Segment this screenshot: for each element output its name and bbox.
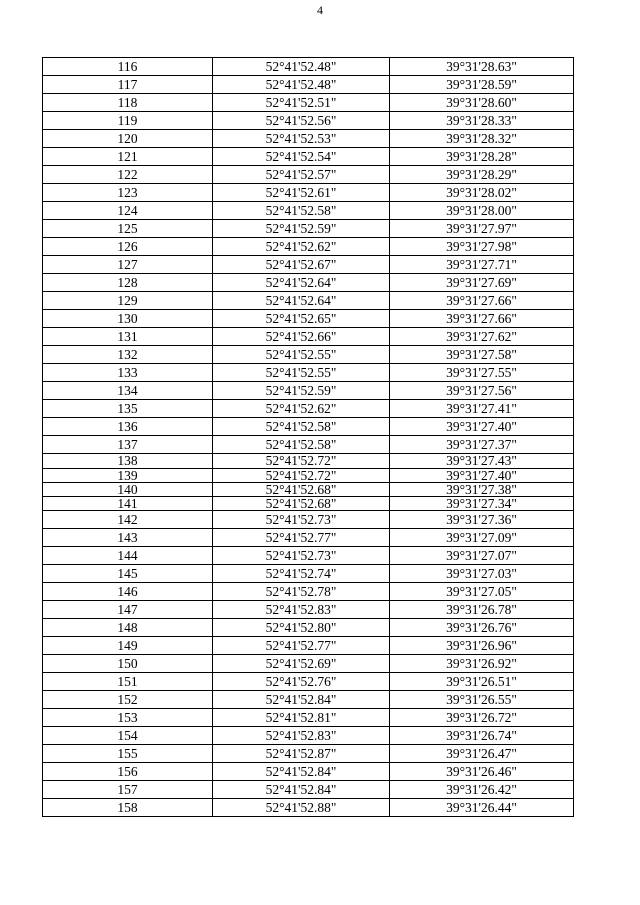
table-row	[43, 130, 574, 148]
point-number-cell: 146	[43, 583, 213, 601]
longitude-cell: 39°31'27.05"	[390, 583, 574, 601]
latitude-cell: 52°41'52.64"	[213, 292, 390, 310]
table-row	[43, 547, 574, 565]
latitude-cell: 52°41'52.56"	[213, 112, 390, 130]
table-row	[43, 691, 574, 709]
point-number-cell: 125	[43, 220, 213, 238]
table-row	[43, 346, 574, 364]
point-number-cell: 140	[43, 483, 213, 497]
table-row	[43, 310, 574, 328]
longitude-cell: 39°31'27.07"	[390, 547, 574, 565]
table-row	[43, 274, 574, 292]
point-number-cell: 142	[43, 511, 213, 529]
longitude-cell: 39°31'27.09"	[390, 529, 574, 547]
longitude-cell: 39°31'26.55"	[390, 691, 574, 709]
latitude-cell: 52°41'52.58"	[213, 418, 390, 436]
longitude-cell: 39°31'27.55"	[390, 364, 574, 382]
point-number-cell: 145	[43, 565, 213, 583]
point-number-cell: 143	[43, 529, 213, 547]
longitude-cell: 39°31'27.56"	[390, 382, 574, 400]
latitude-cell: 52°41'52.77"	[213, 637, 390, 655]
longitude-cell: 39°31'26.96"	[390, 637, 574, 655]
longitude-cell: 39°31'28.28"	[390, 148, 574, 166]
longitude-cell: 39°31'27.40"	[390, 418, 574, 436]
table-row	[43, 184, 574, 202]
longitude-cell: 39°31'28.59"	[390, 76, 574, 94]
longitude-cell: 39°31'26.76"	[390, 619, 574, 637]
table-row	[43, 727, 574, 745]
table-row	[43, 673, 574, 691]
point-number-cell: 120	[43, 130, 213, 148]
table-row	[43, 511, 574, 529]
latitude-cell: 52°41'52.72"	[213, 469, 390, 483]
latitude-cell: 52°41'52.67"	[213, 256, 390, 274]
point-number-cell: 134	[43, 382, 213, 400]
point-number-cell: 153	[43, 709, 213, 727]
latitude-cell: 52°41'52.83"	[213, 601, 390, 619]
latitude-cell: 52°41'52.55"	[213, 364, 390, 382]
point-number-cell: 133	[43, 364, 213, 382]
longitude-cell: 39°31'26.78"	[390, 601, 574, 619]
point-number-cell: 119	[43, 112, 213, 130]
latitude-cell: 52°41'52.84"	[213, 763, 390, 781]
table-row	[43, 238, 574, 256]
latitude-cell: 52°41'52.48"	[213, 58, 390, 76]
latitude-cell: 52°41'52.80"	[213, 619, 390, 637]
latitude-cell: 52°41'52.53"	[213, 130, 390, 148]
table-row	[43, 76, 574, 94]
longitude-cell: 39°31'27.98"	[390, 238, 574, 256]
longitude-cell: 39°31'27.34"	[390, 497, 574, 511]
latitude-cell: 52°41'52.72"	[213, 454, 390, 469]
point-number-cell: 157	[43, 781, 213, 799]
latitude-cell: 52°41'52.48"	[213, 76, 390, 94]
point-number-cell: 126	[43, 238, 213, 256]
point-number-cell: 150	[43, 655, 213, 673]
longitude-cell: 39°31'28.63"	[390, 58, 574, 76]
table-row	[43, 202, 574, 220]
latitude-cell: 52°41'52.73"	[213, 511, 390, 529]
longitude-cell: 39°31'27.37"	[390, 436, 574, 454]
longitude-cell: 39°31'27.36"	[390, 511, 574, 529]
longitude-cell: 39°31'27.62"	[390, 328, 574, 346]
point-number-cell: 118	[43, 94, 213, 112]
latitude-cell: 52°41'52.51"	[213, 94, 390, 112]
point-number-cell: 123	[43, 184, 213, 202]
table-row	[43, 256, 574, 274]
table-row	[43, 799, 574, 817]
table-row	[43, 328, 574, 346]
table-row	[43, 565, 574, 583]
table-row	[43, 497, 574, 511]
table-row	[43, 220, 574, 238]
longitude-cell: 39°31'28.60"	[390, 94, 574, 112]
latitude-cell: 52°41'52.58"	[213, 436, 390, 454]
point-number-cell: 116	[43, 58, 213, 76]
table-row	[43, 292, 574, 310]
longitude-cell: 39°31'27.97"	[390, 220, 574, 238]
table-row	[43, 148, 574, 166]
latitude-cell: 52°41'52.59"	[213, 382, 390, 400]
longitude-cell: 39°31'26.46"	[390, 763, 574, 781]
longitude-cell: 39°31'27.41"	[390, 400, 574, 418]
table-row	[43, 364, 574, 382]
point-number-cell: 135	[43, 400, 213, 418]
page-number: 4	[317, 3, 323, 17]
point-number-cell: 130	[43, 310, 213, 328]
point-number-cell: 144	[43, 547, 213, 565]
table-row	[43, 436, 574, 454]
point-number-cell: 141	[43, 497, 213, 511]
longitude-cell: 39°31'28.00"	[390, 202, 574, 220]
latitude-cell: 52°41'52.68"	[213, 497, 390, 511]
longitude-cell: 39°31'26.92"	[390, 655, 574, 673]
longitude-cell: 39°31'28.29"	[390, 166, 574, 184]
table-row	[43, 454, 574, 469]
table-row	[43, 400, 574, 418]
point-number-cell: 152	[43, 691, 213, 709]
point-number-cell: 147	[43, 601, 213, 619]
longitude-cell: 39°31'28.33"	[390, 112, 574, 130]
point-number-cell: 139	[43, 469, 213, 483]
longitude-cell: 39°31'27.03"	[390, 565, 574, 583]
table-row	[43, 637, 574, 655]
point-number-cell: 121	[43, 148, 213, 166]
latitude-cell: 52°41'52.61"	[213, 184, 390, 202]
table-row	[43, 382, 574, 400]
point-number-cell: 132	[43, 346, 213, 364]
longitude-cell: 39°31'26.47"	[390, 745, 574, 763]
latitude-cell: 52°41'52.57"	[213, 166, 390, 184]
longitude-cell: 39°31'26.51"	[390, 673, 574, 691]
point-number-cell: 149	[43, 637, 213, 655]
latitude-cell: 52°41'52.87"	[213, 745, 390, 763]
latitude-cell: 52°41'52.55"	[213, 346, 390, 364]
latitude-cell: 52°41'52.68"	[213, 483, 390, 497]
point-number-cell: 156	[43, 763, 213, 781]
table-row	[43, 763, 574, 781]
point-number-cell: 154	[43, 727, 213, 745]
table-row	[43, 601, 574, 619]
table-row	[43, 745, 574, 763]
latitude-cell: 52°41'52.84"	[213, 691, 390, 709]
latitude-cell: 52°41'52.62"	[213, 238, 390, 256]
point-number-cell: 122	[43, 166, 213, 184]
table-row	[43, 94, 574, 112]
latitude-cell: 52°41'52.73"	[213, 547, 390, 565]
longitude-cell: 39°31'26.72"	[390, 709, 574, 727]
point-number-cell: 128	[43, 274, 213, 292]
longitude-cell: 39°31'27.66"	[390, 310, 574, 328]
latitude-cell: 52°41'52.84"	[213, 781, 390, 799]
point-number-cell: 155	[43, 745, 213, 763]
latitude-cell: 52°41'52.78"	[213, 583, 390, 601]
table-row	[43, 469, 574, 483]
longitude-cell: 39°31'26.44"	[390, 799, 574, 817]
latitude-cell: 52°41'52.69"	[213, 655, 390, 673]
table-row	[43, 781, 574, 799]
latitude-cell: 52°41'52.83"	[213, 727, 390, 745]
table-row	[43, 418, 574, 436]
longitude-cell: 39°31'26.42"	[390, 781, 574, 799]
point-number-cell: 151	[43, 673, 213, 691]
latitude-cell: 52°41'52.88"	[213, 799, 390, 817]
point-number-cell: 129	[43, 292, 213, 310]
longitude-cell: 39°31'28.32"	[390, 130, 574, 148]
latitude-cell: 52°41'52.62"	[213, 400, 390, 418]
point-number-cell: 124	[43, 202, 213, 220]
latitude-cell: 52°41'52.65"	[213, 310, 390, 328]
latitude-cell: 52°41'52.74"	[213, 565, 390, 583]
latitude-cell: 52°41'52.81"	[213, 709, 390, 727]
longitude-cell: 39°31'27.69"	[390, 274, 574, 292]
longitude-cell: 39°31'26.74"	[390, 727, 574, 745]
table-row	[43, 709, 574, 727]
latitude-cell: 52°41'52.59"	[213, 220, 390, 238]
latitude-cell: 52°41'52.58"	[213, 202, 390, 220]
longitude-cell: 39°31'27.43"	[390, 454, 574, 469]
coordinates-table-body	[43, 58, 574, 817]
latitude-cell: 52°41'52.54"	[213, 148, 390, 166]
table-row	[43, 166, 574, 184]
point-number-cell: 138	[43, 454, 213, 469]
table-row	[43, 483, 574, 497]
longitude-cell: 39°31'27.66"	[390, 292, 574, 310]
longitude-cell: 39°31'27.40"	[390, 469, 574, 483]
latitude-cell: 52°41'52.66"	[213, 328, 390, 346]
table-row	[43, 58, 574, 76]
table-row	[43, 583, 574, 601]
point-number-cell: 131	[43, 328, 213, 346]
table-row	[43, 529, 574, 547]
longitude-cell: 39°31'27.58"	[390, 346, 574, 364]
longitude-cell: 39°31'28.02"	[390, 184, 574, 202]
latitude-cell: 52°41'52.77"	[213, 529, 390, 547]
point-number-cell: 127	[43, 256, 213, 274]
latitude-cell: 52°41'52.76"	[213, 673, 390, 691]
point-number-cell: 158	[43, 799, 213, 817]
table-row	[43, 112, 574, 130]
table-row	[43, 619, 574, 637]
point-number-cell: 148	[43, 619, 213, 637]
point-number-cell: 117	[43, 76, 213, 94]
point-number-cell: 136	[43, 418, 213, 436]
coordinates-table	[42, 57, 574, 817]
longitude-cell: 39°31'27.38"	[390, 483, 574, 497]
latitude-cell: 52°41'52.64"	[213, 274, 390, 292]
table-row	[43, 655, 574, 673]
point-number-cell: 137	[43, 436, 213, 454]
longitude-cell: 39°31'27.71"	[390, 256, 574, 274]
